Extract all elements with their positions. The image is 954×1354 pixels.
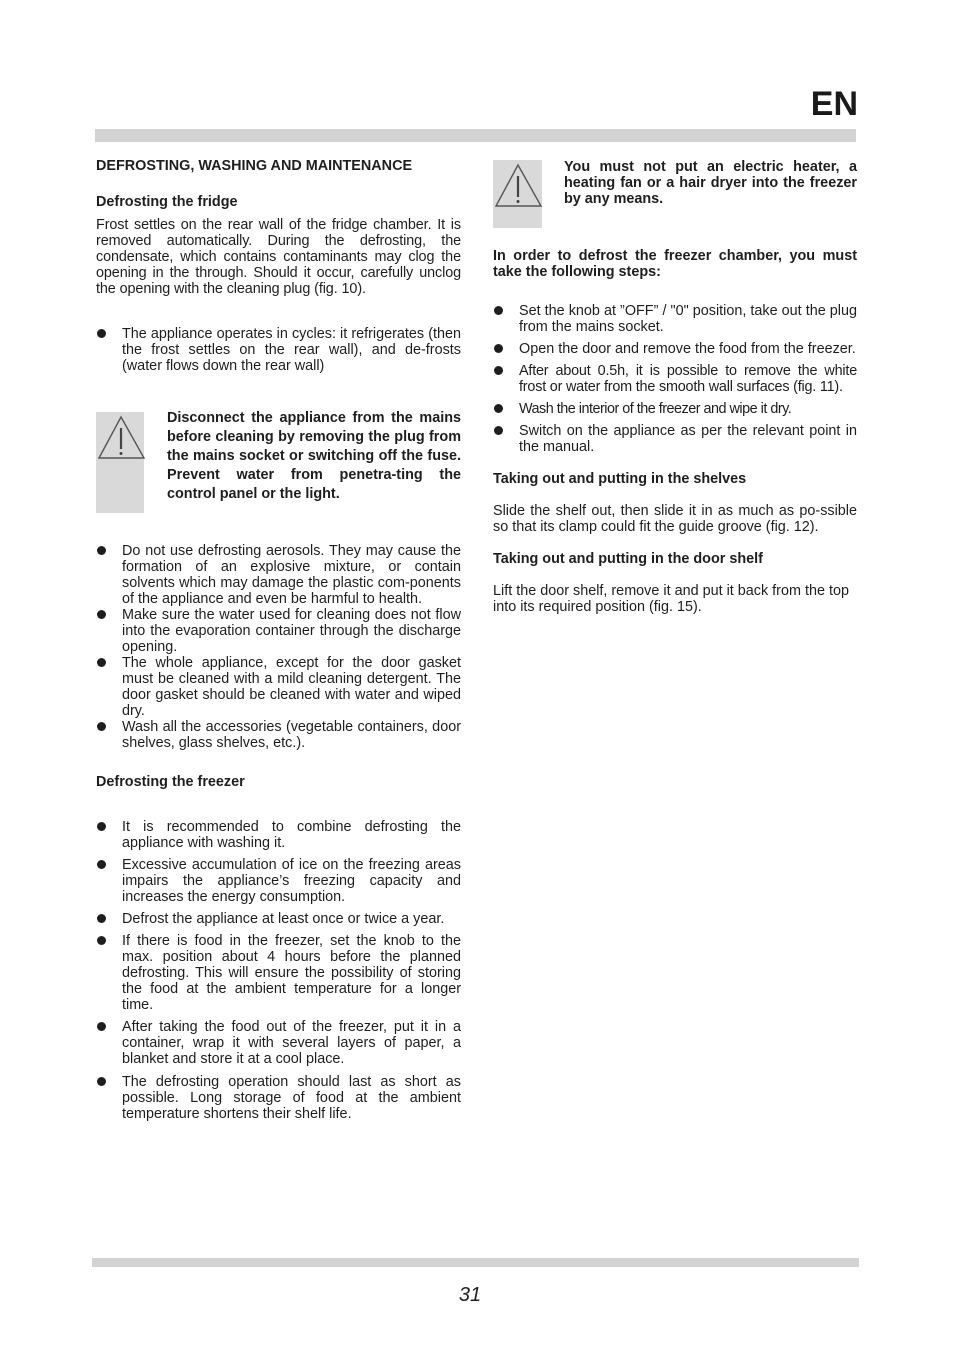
left-column — [96, 158, 461, 1122]
list-item: After taking the food out of the freezer, put it in a container, wrap it with several layers of paper, a blanket and store it at a cool place. — [96, 1019, 461, 1067]
list-item: Switch on the appliance as per the relevant point in the manual. — [493, 423, 857, 455]
steps-list — [493, 303, 857, 455]
bullet-icon — [97, 822, 106, 831]
list-item: Make sure the water used for cleaning does not flow into the evaporation container through the discharge opening. — [96, 607, 461, 655]
shelves-paragraph: Slide the shelf out, then slide it in as much as po-ssible so that its clamp could fit the guide groove (fig. 12). — [493, 503, 857, 535]
bullet-icon — [97, 1077, 106, 1086]
cleaning-bullet-list — [96, 543, 461, 751]
bullet-icon — [494, 306, 503, 315]
bullet-icon — [97, 860, 106, 869]
list-item: The defrosting operation should last as short as possible. Long storage of food at the ambient temperature shortens their shelf life. — [96, 1074, 461, 1122]
section-title: DEFROSTING, WASHING AND MAINTENANCE — [96, 158, 413, 174]
bullet-icon — [97, 722, 106, 731]
bullet-icon — [494, 344, 503, 353]
list-item: Defrost the appliance at least once or twice a year. — [96, 911, 461, 927]
steps-intro: In order to defrost the freezer chamber, you must take the following steps: — [493, 248, 857, 280]
bullet-icon — [97, 1022, 106, 1031]
warning-text: You must not put an electric heater, a heating fan or a hair dryer into the freezer by any means. — [564, 159, 857, 207]
bullet-icon — [97, 610, 106, 619]
door-shelf-paragraph: Lift the door shelf, remove it and put it back from the top into its required position (fig. 15). — [493, 583, 849, 615]
list-item: Wash the interior of the freezer and wipe it dry. — [493, 401, 857, 417]
warning-box — [493, 160, 542, 228]
fridge-paragraph: Frost settles on the rear wall of the fridge chamber. It is removed automatically. During the defrosting, the condensate, which contains contaminants may clog the opening in the through. Should it occur, carefully unclog the opening with the cleaning plug (fig. 10). — [96, 217, 461, 297]
list-item: Wash all the accessories (vegetable containers, door shelves, glass shelves, etc.). — [96, 719, 461, 751]
right-column — [493, 160, 857, 615]
list-item: The whole appliance, except for the door gasket must be cleaned with a mild cleaning detergent. The door gasket should be cleaned with water and wiped dry. — [96, 655, 461, 719]
footer-band — [92, 1258, 859, 1267]
list-item: Do not use defrosting aerosols. They may cause the formation of an explosive mixture, or contain solvents which may damage the plastic com-ponents of the appliance and even be harmful to health. — [96, 543, 461, 607]
bullet-icon — [97, 329, 106, 338]
bullet-icon — [97, 936, 106, 945]
warning-text: Disconnect the appliance from the mains before cleaning by removing the plug from the mains socket or switching off the fuse. Prevent water from penetra-ting the control panel or the light. — [167, 410, 461, 502]
warning-triangle-icon — [98, 414, 146, 462]
fridge-bullet-list — [96, 326, 461, 374]
cleaning-warning — [96, 412, 461, 513]
list-item: Open the door and remove the food from the freezer. — [493, 341, 857, 357]
bullet-icon — [494, 366, 503, 375]
bullet-icon — [494, 404, 503, 413]
fridge-heading: Defrosting the fridge — [96, 194, 238, 210]
door-shelf-heading: Taking out and putting in the door shelf — [493, 551, 763, 567]
freezer-bullet-list — [96, 819, 461, 1122]
page-number: 31 — [458, 1284, 482, 1306]
list-item: After about 0.5h, it is possible to remove the white frost or water from the smooth wall surfaces (fig. 11). — [493, 363, 857, 395]
bullet-icon — [97, 658, 106, 667]
shelves-heading: Taking out and putting in the shelves — [493, 471, 747, 487]
warning-box — [96, 412, 144, 513]
freezer-heading: Defrosting the freezer — [96, 774, 245, 790]
bullet-icon — [97, 914, 106, 923]
warning-triangle-icon — [495, 162, 543, 210]
bullet-icon — [494, 426, 503, 435]
language-code: EN — [810, 85, 858, 123]
header-band — [95, 129, 856, 142]
list-item: Set the knob at ”OFF” / "0" position, take out the plug from the mains socket. — [493, 303, 857, 335]
bullet-icon — [97, 546, 106, 555]
list-item: Excessive accumulation of ice on the freezing areas impairs the appliance’s freezing capacity and increases the energy consumption. — [96, 857, 461, 905]
freezer-warning — [493, 160, 857, 228]
list-item: It is recommended to combine defrosting the appliance with washing it. — [96, 819, 461, 851]
list-item: If there is food in the freezer, set the knob to the max. position about 4 hours before the planned defrosting. This will ensure the possibility of storing the food at the ambient temperature for a longer time. — [96, 933, 461, 1013]
list-item: The appliance operates in cycles: it refrigerates (then the frost settles on the rear wall), and de-frosts (water flows down the rear wall) — [96, 326, 461, 374]
